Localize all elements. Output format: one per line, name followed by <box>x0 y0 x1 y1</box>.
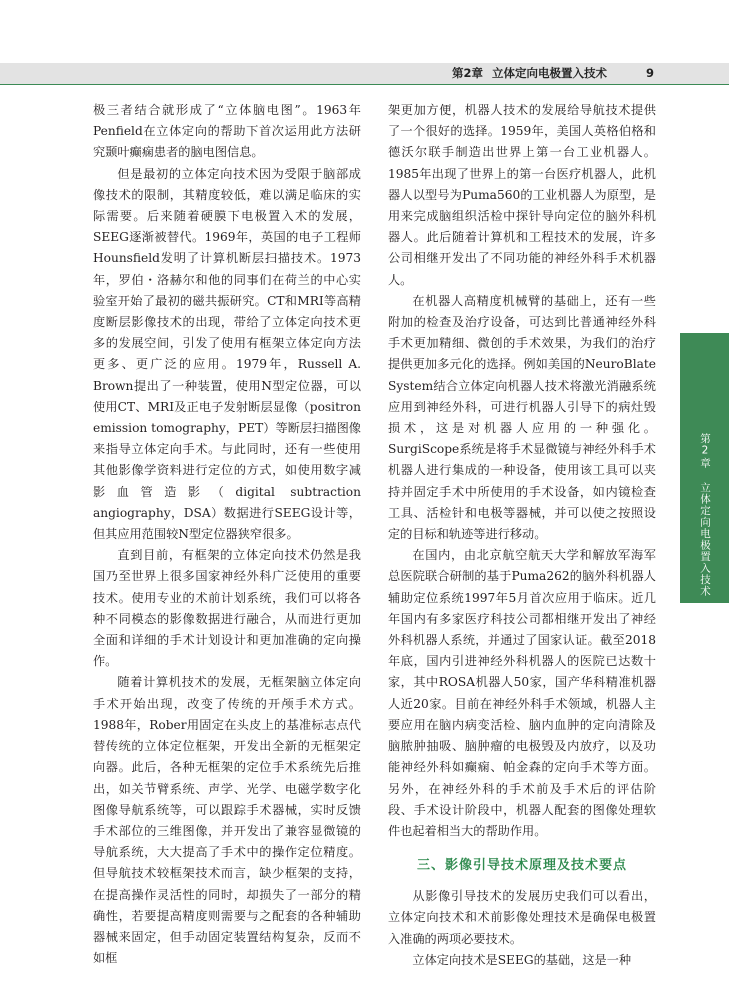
page-number: 9 <box>646 66 655 80</box>
paragraph: 极三者结合就形成了“立体脑电图”。1963年Penfield在立体定向的帮助下首次运用此方法研究颞叶癫痫患者的脑电图信息。 <box>93 103 361 160</box>
paragraph: 在国内，由北京航空航天大学和解放军海军总医院联合研制的基于Puma262的脑外科机器人辅助定位系统1997年5月首次应用于临床。近几年国内有多家医疗科技公司都相继开发出了神经外科机器人系统，并通过了国家认证。截至2018年底，国内引进神经外科机器人的医院已达数十家，其中ROSA机器人50家，国产华科精准机器人近20家。目前在神经外科手术领域，机器人主要应用在脑内病变活检、脑内血肿的定向清除及脑脓肿抽吸、脑肿瘤的电极毁及内放疗，以及功能神经外科如癫痫、帕金森的定向手术等方面。另外，在神经外科的手术前及手术后的评估阶段、手术设计阶段中，机器人配套的图像处理软件也起着相当大的帮助作用。 <box>388 548 656 838</box>
running-header-band <box>0 63 729 85</box>
right-column <box>388 100 656 971</box>
paragraph: 但是最初的立体定向技术因为受限于脑部成像技术的限制，其精度较低，难以满足临床的实际需要。后来随着硬膜下电极置入术的发展，SEEG逐渐被替代。1969年，英国的电子工程师Hounsfield发明了计算机断层扫描技术。1973年，罗伯・洛赫尔和他的同事们在荷兰的中心实验室开始了最初的磁共振研究。CT和MRI等高精度断层影像技术的出现，带给了立体定向技术更多的发展空间，引发了使用有框架立体定向方法更多、更广泛的应用。1979年，Russell A. Brown提出了一种装置，使用N型定位器，可以使用CT、MRI及正电子发射断层显像（positron emission tomography，PET）等断层扫描图像来指导立体定向手术。与此同时，还有一些使用其他影像学资料进行定位的方式，如使用数字减影血管造影（digital subtraction angiography，DSA）数据进行SEEG设计等，但其应用范围较N型定位器狭窄很多。 <box>93 166 361 542</box>
side-tab-chapter: 第2章 <box>699 433 711 469</box>
section-heading: 三、影像引导技术原理及技术要点 <box>416 858 627 874</box>
left-column <box>93 100 361 969</box>
paragraph: 直到目前，有框架的立体定向技术仍然是我国乃至世界上很多国家神经外科广泛使用的重要技术。使用专业的术前计划系统，我们可以将各种不同模态的影像数据进行融合，从而进行更加全面和详细的手术计划设计和更加准确的定向操作。 <box>93 548 361 669</box>
header-rule <box>0 84 729 85</box>
paragraph: 架更加方便，机器人技术的发展给导航技术提供了一个很好的选择。1959年，美国人英格伯格和德沃尔联手制造出世界上第一台工业机器人。1985年出现了世界上的第一台医疗机器人，此机器人以型号为Puma560的工业机器人为原型，是用来完成脑组织活检中探针导向定位的脑外科机器人。此后随着计算机和工程技术的发展，许多公司相继开发出了不同功能的神经外科手术机器人。 <box>388 103 656 287</box>
paragraph: 从影像引导技术的发展历史我们可以看出，立体定向技术和术前影像处理技术是确保电极置入准确的两项必要技术。 <box>388 889 656 946</box>
paragraph: 随着计算机技术的发展，无框架脑立体定向手术开始出现，改变了传统的开颅手术方式。1988年，Rober用固定在头皮上的基准标志点代替传统的立体定位框架，开发出全新的无框架定向器。此后，各种无框架的定位手术系统先后推出，如关节臂系统、声学、光学、电磁学数字化图像导航系统等，可以跟踪手术器械，实时反馈手术部位的三维图像，并开发出了兼容显微镜的导航系统，大大提高了手术中的操作定位精度。但导航技术较框架技术而言，缺少框架的支持，在提高操作灵活性的同时，却损失了一部分的精确性，若要提高精度则需要与之配套的各种辅助器械来固定，但手动固定装置结构复杂，反而不如框 <box>93 675 361 966</box>
paragraph: 在机器人高精度机械臂的基础上，还有一些附加的检查及治疗设备，可达到比普通神经外科手术更加精细、微创的手术效果，为我们的治疗提供更加多元化的选择。例如美国的NeuroBlate System结合立体定向机器人技术将激光消融系统应用到神经外科，可进行机器人引导下的病灶毁损术，这是对机器人应用的一种强化。SurgiScope系统是将手术显微镜与神经外科手术机器人进行集成的一种设备，使用该工具可以夹持并固定手术中所使用的手术设备，如内镜检查工具、活检针和电极等器械，并可以使之按照设定的目标和轨迹等进行移动。 <box>388 293 656 542</box>
side-tab-title: 立体定向电极置入技术 <box>699 482 711 597</box>
chapter-side-tab <box>680 333 729 603</box>
header-chapter-label: 第2章 <box>452 66 484 80</box>
running-header-title <box>452 65 607 81</box>
side-tab-label <box>680 433 729 597</box>
paragraph: 立体定向技术是SEEG的基础，这是一种 <box>412 952 632 967</box>
header-chapter-title: 立体定向电极置入技术 <box>492 66 608 80</box>
